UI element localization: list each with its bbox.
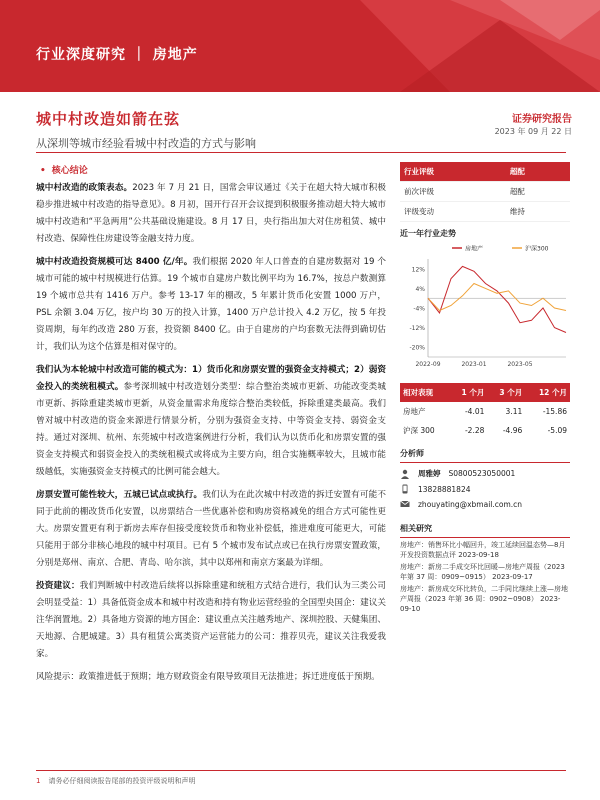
report-date: 2023 年 09 月 22 日 (494, 127, 572, 136)
paragraph-lead: 投资建议： (36, 581, 80, 591)
performance-table (400, 383, 570, 440)
trend-chart-title: 近一年行业走势 (400, 229, 456, 238)
y-tick-label: 4% (415, 285, 425, 293)
y-tick-label: 12% (411, 266, 425, 274)
person-icon (400, 469, 410, 479)
email-icon (400, 499, 410, 509)
paragraph (36, 578, 386, 663)
performance-cell: -2.28 (464, 426, 485, 435)
paragraph-text: 我们判断城中村改造后续将以拆除重建和统租方式结合进行，我们认为三类公司会明显受益：1）具备低资金成本和城中村改造和持有物业运营经验的全国型央国企：建议关注华润置地。2）具备地方资源的地方国企：建议重点关注越秀地产、深圳控股、天健集团、天地源、合肥城建。3）具有租赁公寓类资产运营能力的公司：推荐贝壳，建议关注我爱我家。 (36, 581, 386, 659)
performance-header-cell: 1 个月 (450, 383, 488, 402)
performance-cell: -5.09 (547, 426, 567, 435)
rating-label: 前次评级 (400, 182, 506, 202)
banner-decoration-graphic (300, 0, 600, 92)
performance-cell: 3.11 (505, 407, 523, 416)
rating-row (400, 202, 570, 222)
body-column (36, 180, 386, 692)
x-tick-label: 2023-05 (507, 361, 533, 368)
paragraph-text: 我们认为在此次城中村改造的拆迁安置有可能不同于此前的棚改货币化安置，以房票结合一些优惠补偿和购房资格减免的组合方式可能性更大。房票安置更有利于新房去库存但接受度较货币和物业补偿低，推进难度可能更大，可能只能用于部分非核心地段的城中村项目。已有 5 个城市发布试点或已在执行房票安置政策，分别是郑州、南京、合肥、青岛、哈尔滨，其中以郑州和南京方案最为详细。 (36, 490, 386, 568)
analyst-section-title: 分析师 (400, 448, 570, 463)
paragraph-lead: 房票安置可能性较大，五城已试点或执行。 (36, 490, 203, 500)
paragraph (36, 180, 386, 248)
rating-header-value: 超配 (506, 162, 570, 182)
rating-table (400, 162, 570, 222)
analyst-email-row (400, 499, 570, 509)
performance-row (400, 402, 570, 421)
rating-row (400, 182, 570, 202)
footer (36, 776, 195, 786)
paragraph-lead: 城中村改造投资规模可达 8400 亿/年。 (36, 257, 193, 267)
performance-cell: -4.96 (502, 426, 523, 435)
series-line (428, 266, 566, 332)
analyst-cert-number: S0800523050001 (448, 469, 516, 478)
performance-header-cell: 3 个月 (487, 383, 525, 402)
performance-header-row (400, 383, 570, 402)
series-line (428, 284, 566, 311)
core-conclusion-heading (40, 163, 88, 176)
related-research-title: 相关研究 (400, 523, 570, 538)
paragraph-text: 2023 年 7 月 21 日，国常会审议通过《关于在超大特大城市积极稳步推进城中村改造的指导意见》。8 月初，国开行召开会议提到积极服务推动超大特大城市城中村改造和“平急两用”公共基础设施建设。8 月 17 日，央行指出加大对住房租赁、城中村改造、保障性住房建设等金融支持力度。 (36, 183, 386, 244)
paragraph (36, 362, 386, 481)
performance-header-cell: 相对表现 (400, 383, 450, 402)
report-type-label: 证券研究报告 (512, 114, 572, 125)
paragraph-text: 我们根据 2020 年人口普查的自建房数据对 19 个城市可能的城中村规模进行估算。19 个城市自建房户数比例平均为 16.7%，按总户数测算 19 个城市总共有 1416 万户。参考 13-17 年的棚改，5 年累计货币化安置 1000 万户，PSL 余额 3.04 万亿，按户均 30 万的投入计算，1400 万户总计投入 4.2 万亿，按 5 年投资周期，每年约改造 280 万套，投资额 8400 亿。由于自建房的户均套数无法得到确切估计，我们认为这个估算是相对保守的。 (36, 257, 386, 352)
trend-chart (400, 241, 570, 375)
paragraph-text: 参考深圳城中村改造划分类型：综合整治类城市更新、功能改变类城市更新、拆除重建类城市更新，从资金量需求角度综合整治类较低，拆除重建类最高。我们曾对城中村改造的资金来源进行情景分析，分别为强资金支持、中等资金支持、弱资金支持。通过对深圳、杭州、东莞城中村改造案例进行分析，我们认为以货币化和房票安置的强资金支持模式和弱资金投入的类统租模式或将成为主要方向，组合实施概率较大，且城市能级越低，实施强资金支持模式的比例可能会越大。 (36, 382, 386, 477)
paragraph-text: 风险提示：政策推进低于预期；地方财政资金有限导致项目无法推进；拆迁进度低于预期。 (36, 672, 380, 682)
rating-header-label: 行业评级 (400, 162, 506, 182)
footer-disclaimer: 请务必仔细阅读报告尾部的投资评级说明和声明 (48, 777, 196, 785)
analyst-phone-row (400, 484, 570, 494)
legend-label: 沪深300 (525, 245, 549, 253)
rating-header-row (400, 162, 570, 182)
y-tick-label: -20% (409, 344, 425, 352)
report-title: 城中村改造如箭在弦 (36, 110, 181, 128)
risk-paragraph (36, 669, 386, 686)
footer-divider (36, 770, 566, 771)
bullet-icon: • (40, 166, 46, 176)
performance-cell: -4.01 (464, 407, 485, 416)
y-tick-label: -4% (413, 305, 425, 313)
y-tick-label: -12% (409, 325, 425, 333)
related-research-item[interactable]: 房地产：销售环比小幅回升，竣工延续回温态势—8月开发投资数据点评 2023-09-18 (400, 541, 566, 559)
analyst-phone: 13828881824 (418, 484, 471, 494)
performance-header-cell: 12 个月 (525, 383, 570, 402)
analyst-name: 周雅婷 (418, 469, 441, 478)
title-divider (36, 152, 566, 153)
paragraph-lead: 我们认为本轮城中村改造可能的模式为：1）货币化和房票安置的强资金支持模式；2）弱资金投入的类统租模式。 (36, 365, 386, 392)
trend-chart-svg (400, 241, 570, 371)
report-subtitle: 从深圳等城市经验看城中村改造的方式与影响 (36, 137, 256, 150)
rating-value: 超配 (506, 182, 570, 202)
paragraph (36, 254, 386, 356)
performance-cell: -15.86 (542, 407, 567, 416)
paragraph (36, 487, 386, 572)
page-number: 1 (36, 777, 41, 785)
analyst-email[interactable]: zhouyating@xbmail.com.cn (418, 499, 523, 509)
performance-cell: 沪深 300 (403, 426, 435, 435)
header-banner (0, 0, 600, 92)
related-research-item[interactable]: 房地产：新房二手成交环比回暖—房地产周报（2023 年第 37 周：0909~0915） 2023-09-17 (400, 563, 565, 581)
analyst-name-row (400, 468, 570, 479)
x-tick-label: 2022-09 (415, 361, 441, 368)
paragraph-lead: 城中村改造的政策表态。 (36, 183, 133, 193)
legend-label: 房地产 (465, 245, 484, 253)
performance-cell: 房地产 (403, 407, 426, 416)
sidebar (400, 162, 570, 614)
related-research-item[interactable]: 房地产：新房成交环比转负，二手同比继续上涨—房地产周报（2023 年第 36 周：0902~0908） 2023-09-10 (400, 585, 568, 613)
banner-title: 行业深度研究 ｜ 房地产 (36, 47, 198, 63)
rating-label: 评级变动 (400, 202, 506, 222)
performance-row (400, 421, 570, 440)
rating-value: 维持 (506, 202, 570, 222)
core-heading-text: 核心结论 (51, 166, 88, 176)
phone-icon (400, 484, 410, 494)
x-tick-label: 2023-01 (461, 361, 487, 368)
